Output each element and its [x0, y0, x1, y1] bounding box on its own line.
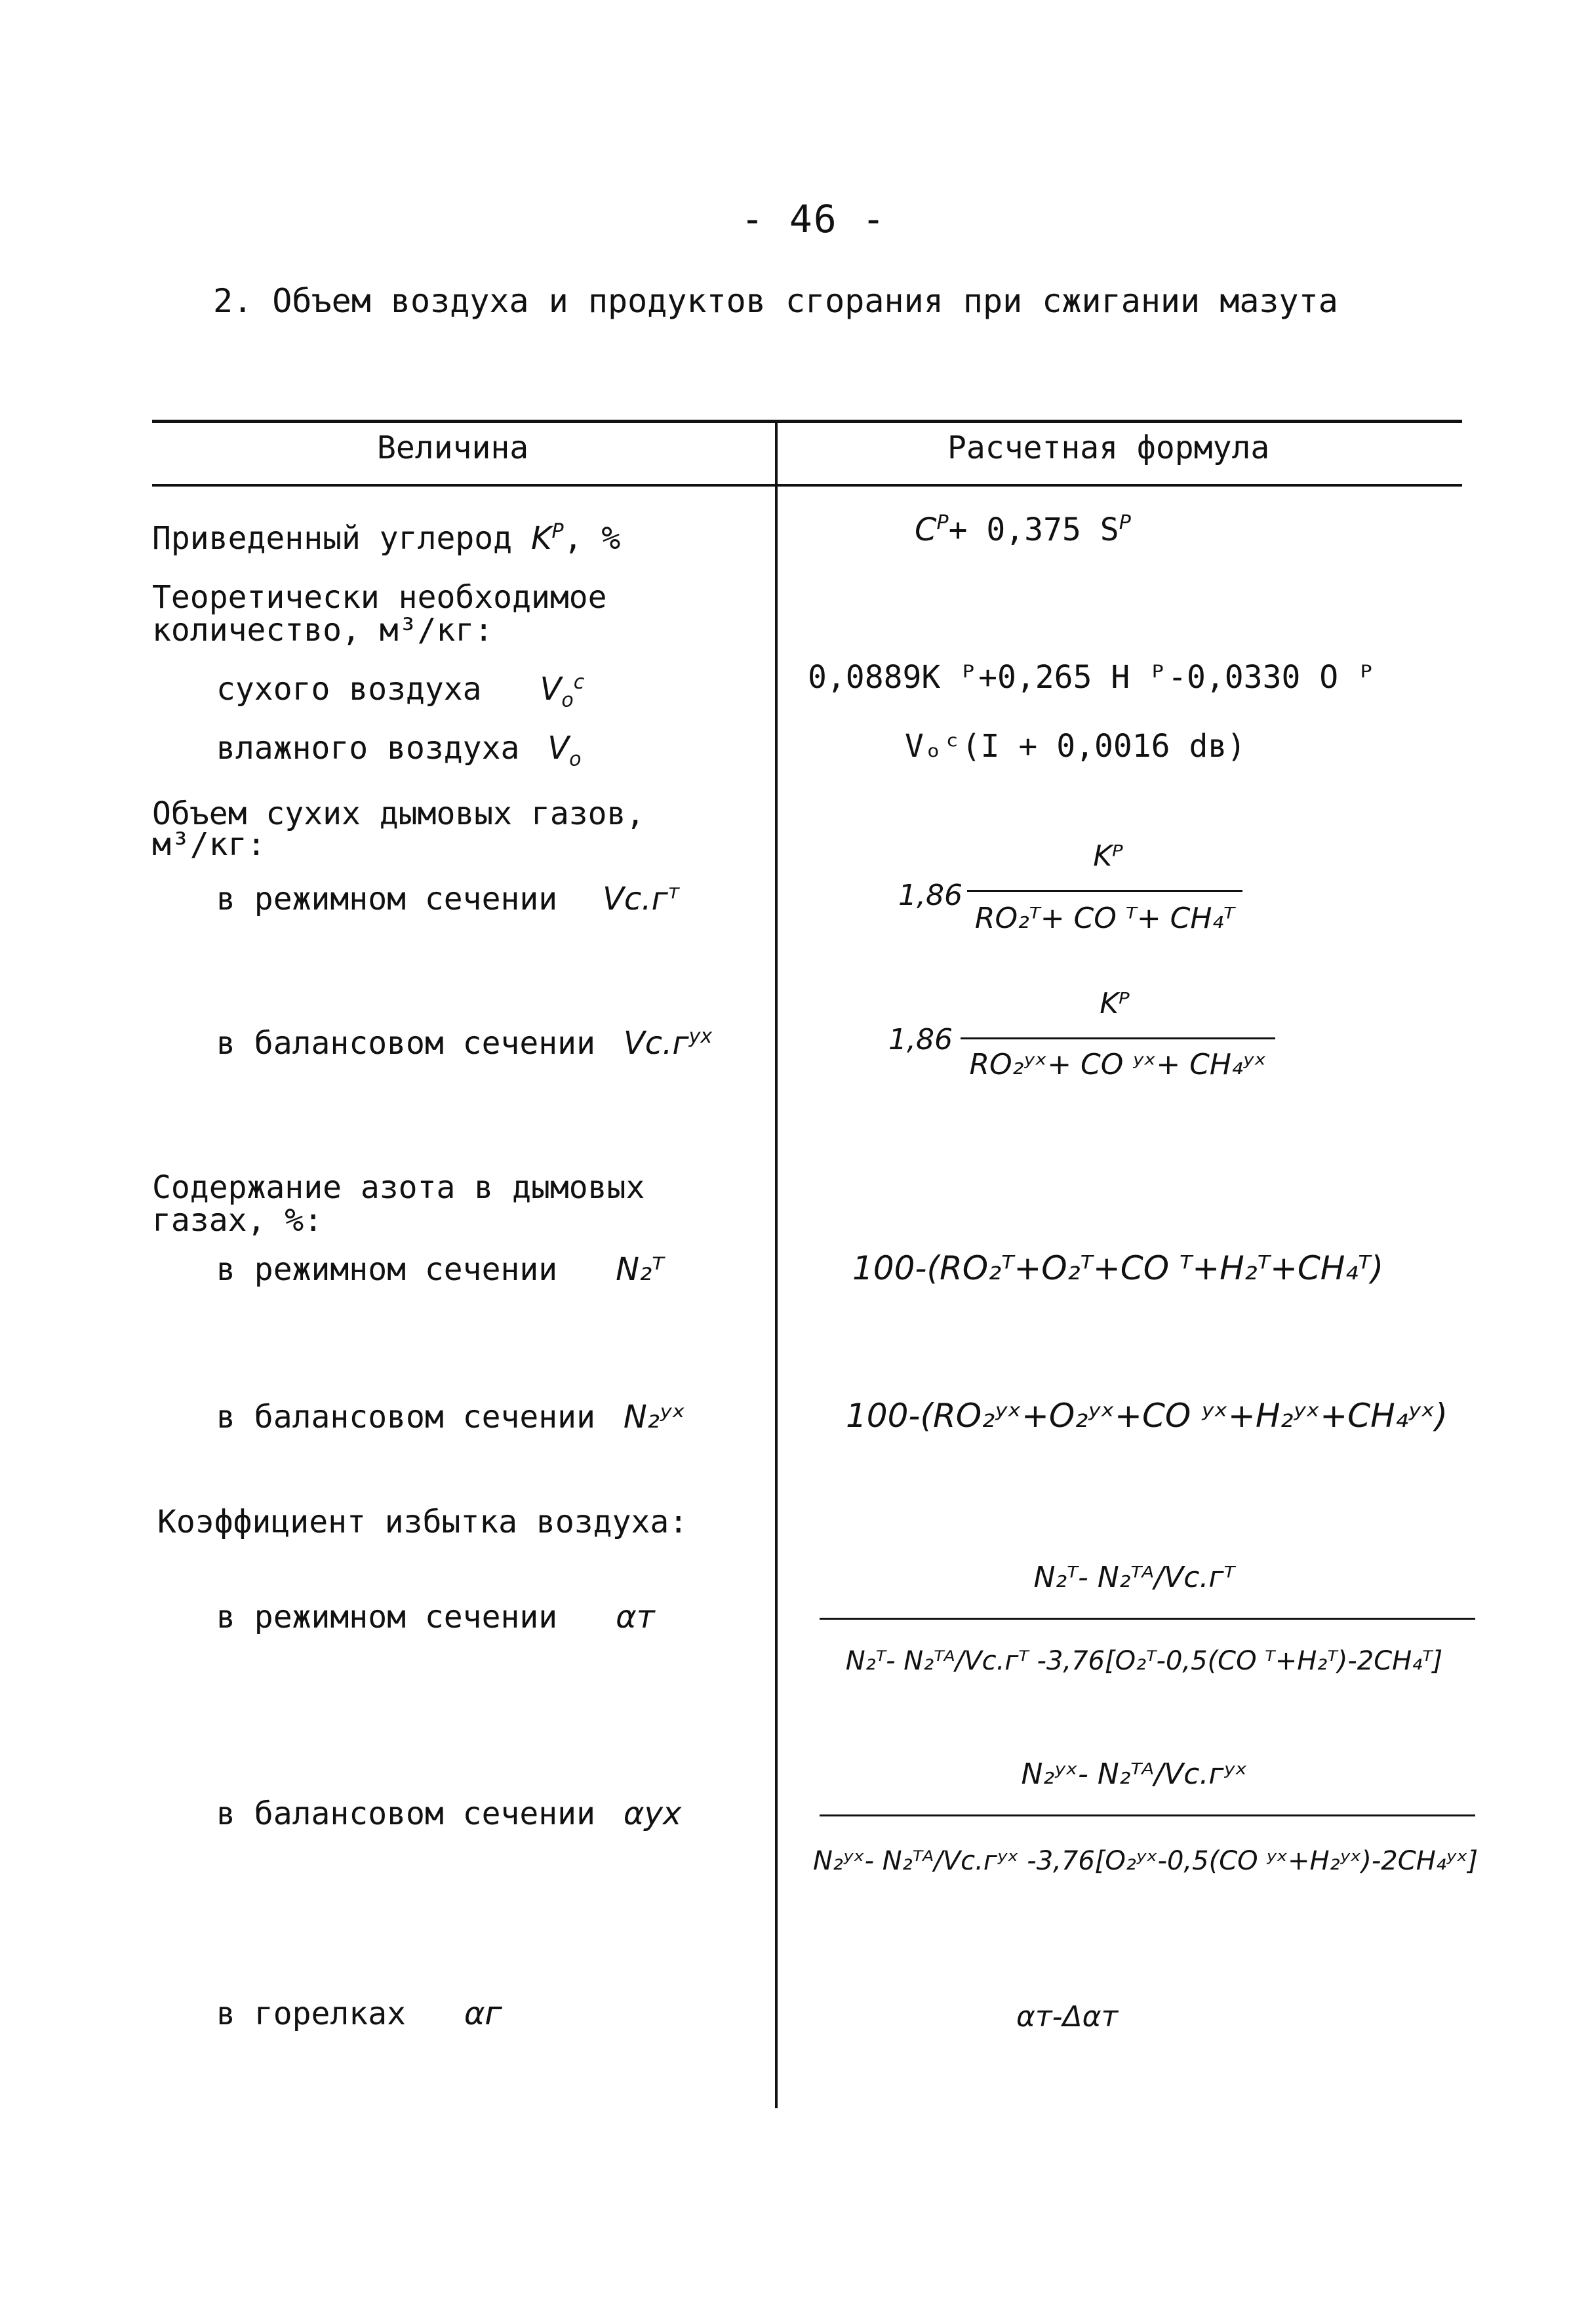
balance-section-label-text: в балансовом сечении [216, 1025, 595, 1062]
carbon-formula [915, 511, 1131, 548]
carbon-label [152, 515, 620, 555]
wet-air-symbol: V [547, 730, 570, 767]
n-balance-label-text: в балансовом сечении [216, 1399, 595, 1435]
excess-balance-num: N₂ʸˣ- N₂ᵀᴬ/Vс.гʸˣ [1021, 1757, 1248, 1791]
carbon-formula-sup: P [936, 511, 949, 534]
excess-balance-symbol: αух [623, 1795, 682, 1832]
carbon-label-text: Приведенный углерод [152, 520, 513, 557]
dry-air-sub: o [561, 689, 574, 712]
excess-balance-fraction-line [820, 1814, 1475, 1816]
excess-balance-label [216, 1797, 681, 1831]
n-mode-formula: 100-(RO₂ᵀ+O₂ᵀ+CO ᵀ+H₂ᵀ+CH₄ᵀ) [852, 1249, 1384, 1287]
carbon-formula-rest: + 0,375 S [948, 511, 1119, 548]
excess-mode-label-text: в режимном сечении [216, 1599, 558, 1635]
wet-air-label-text: влажного воздуха [216, 730, 520, 767]
table-header-rule [152, 484, 1462, 487]
mode-num: Kᴾ [1093, 839, 1123, 873]
table-title: 2. Объем воздуха и продуктов сгорания при сжигании мазута [213, 282, 1338, 320]
burner-symbol: αᴦ [464, 1995, 504, 2032]
n-mode-label [216, 1252, 664, 1287]
carbon-sup: P [551, 520, 564, 543]
carbon-formula-sup2: P [1119, 511, 1131, 534]
flue-label-2: м³/кг: [152, 826, 266, 863]
page-number: - 46 - [741, 197, 886, 241]
col1-header: Величина [377, 430, 529, 466]
carbon-formula-c: C [915, 511, 937, 548]
excess-balance-den: N₂ʸˣ- N₂ᵀᴬ/Vс.гʸˣ -3,76[O₂ʸˣ-0,5(CO ʸˣ+H₂ʸˣ)-2CH₄ʸˣ] [813, 1846, 1479, 1876]
balance-fraction-line [961, 1037, 1275, 1039]
carbon-symbol: K [530, 520, 552, 557]
excess-mode-num: N₂ᵀ- N₂ᵀᴬ/Vс.гᵀ [1033, 1561, 1235, 1594]
balance-section-symbol: Vс.г [623, 1025, 689, 1062]
wet-air-formula: Vₒᶜ(I + 0,0016 dв) [905, 728, 1246, 765]
excess-mode-fraction-line [820, 1618, 1475, 1620]
balance-section-sup: ух [688, 1025, 713, 1048]
dry-air-sup: c [573, 671, 585, 694]
excess-mode-label [216, 1600, 655, 1634]
dry-air-symbol: V [540, 671, 562, 708]
flue-label-1: Объем сухих дымовых газов, [152, 795, 645, 832]
balance-num: Kᴾ [1100, 987, 1130, 1020]
n-balance-label [216, 1400, 685, 1434]
n-mode-label-text: в режимном сечении [216, 1251, 558, 1288]
mode-section-sup: т [667, 881, 680, 904]
mode-fraction-line [967, 890, 1242, 892]
mode-coef: 1,86 [898, 879, 963, 912]
burner-label [216, 1997, 504, 2031]
burner-formula: αт-Δαт [1016, 2000, 1119, 2034]
n-balance-formula: 100-(RO₂ʸˣ+O₂ʸˣ+CO ʸˣ+H₂ʸˣ+CH₄ʸˣ) [846, 1397, 1448, 1435]
wet-air-sub: o [569, 748, 582, 771]
mode-section-label [216, 875, 679, 916]
carbon-unit: , % [563, 520, 621, 557]
theor-label-2: количество, м³/кг: [152, 612, 494, 649]
nitrogen-label-1: Содержание азота в дымовых [152, 1169, 645, 1206]
balance-den: RO₂ʸˣ+ CO ʸˣ+ CH₄ʸˣ [969, 1048, 1267, 1081]
excess-balance-label-text: в балансовом сечении [216, 1795, 595, 1832]
excess-mode-symbol: αт [616, 1599, 655, 1635]
dry-air-formula: 0,0889K ᴾ+0,265 H ᴾ-0,0330 O ᴾ [808, 659, 1376, 696]
balance-section-label [216, 1020, 712, 1060]
n-mode-symbol: N₂ᵀ [616, 1251, 664, 1288]
n-balance-symbol: N₂ʸˣ [623, 1399, 686, 1435]
burner-label-text: в горелках [216, 1995, 406, 2032]
theor-label-1: Теоретически необходимое [152, 579, 607, 616]
mode-section-label-text: в режимном сечении [216, 881, 558, 917]
excess-label: Коэффициент избытка воздуха: [157, 1504, 688, 1540]
table-top-rule [152, 420, 1462, 423]
wet-air-label [216, 731, 581, 777]
mode-section-symbol: Vс.г [603, 881, 668, 917]
excess-mode-den: N₂ᵀ- N₂ᵀᴬ/Vс.гᵀ -3,76[O₂ᵀ-0,5(CO ᵀ+H₂ᵀ)-2CH₄ᵀ] [845, 1646, 1443, 1676]
dry-air-label-text: сухого воздуха [216, 671, 482, 708]
column-divider [775, 420, 778, 2108]
balance-coef: 1,86 [888, 1023, 953, 1056]
dry-air-label [216, 666, 584, 718]
col2-header: Расчетная формула [947, 430, 1270, 466]
nitrogen-label-2: газах, %: [152, 1202, 323, 1239]
mode-den: RO₂ᵀ+ CO ᵀ+ CH₄ᵀ [974, 902, 1235, 935]
